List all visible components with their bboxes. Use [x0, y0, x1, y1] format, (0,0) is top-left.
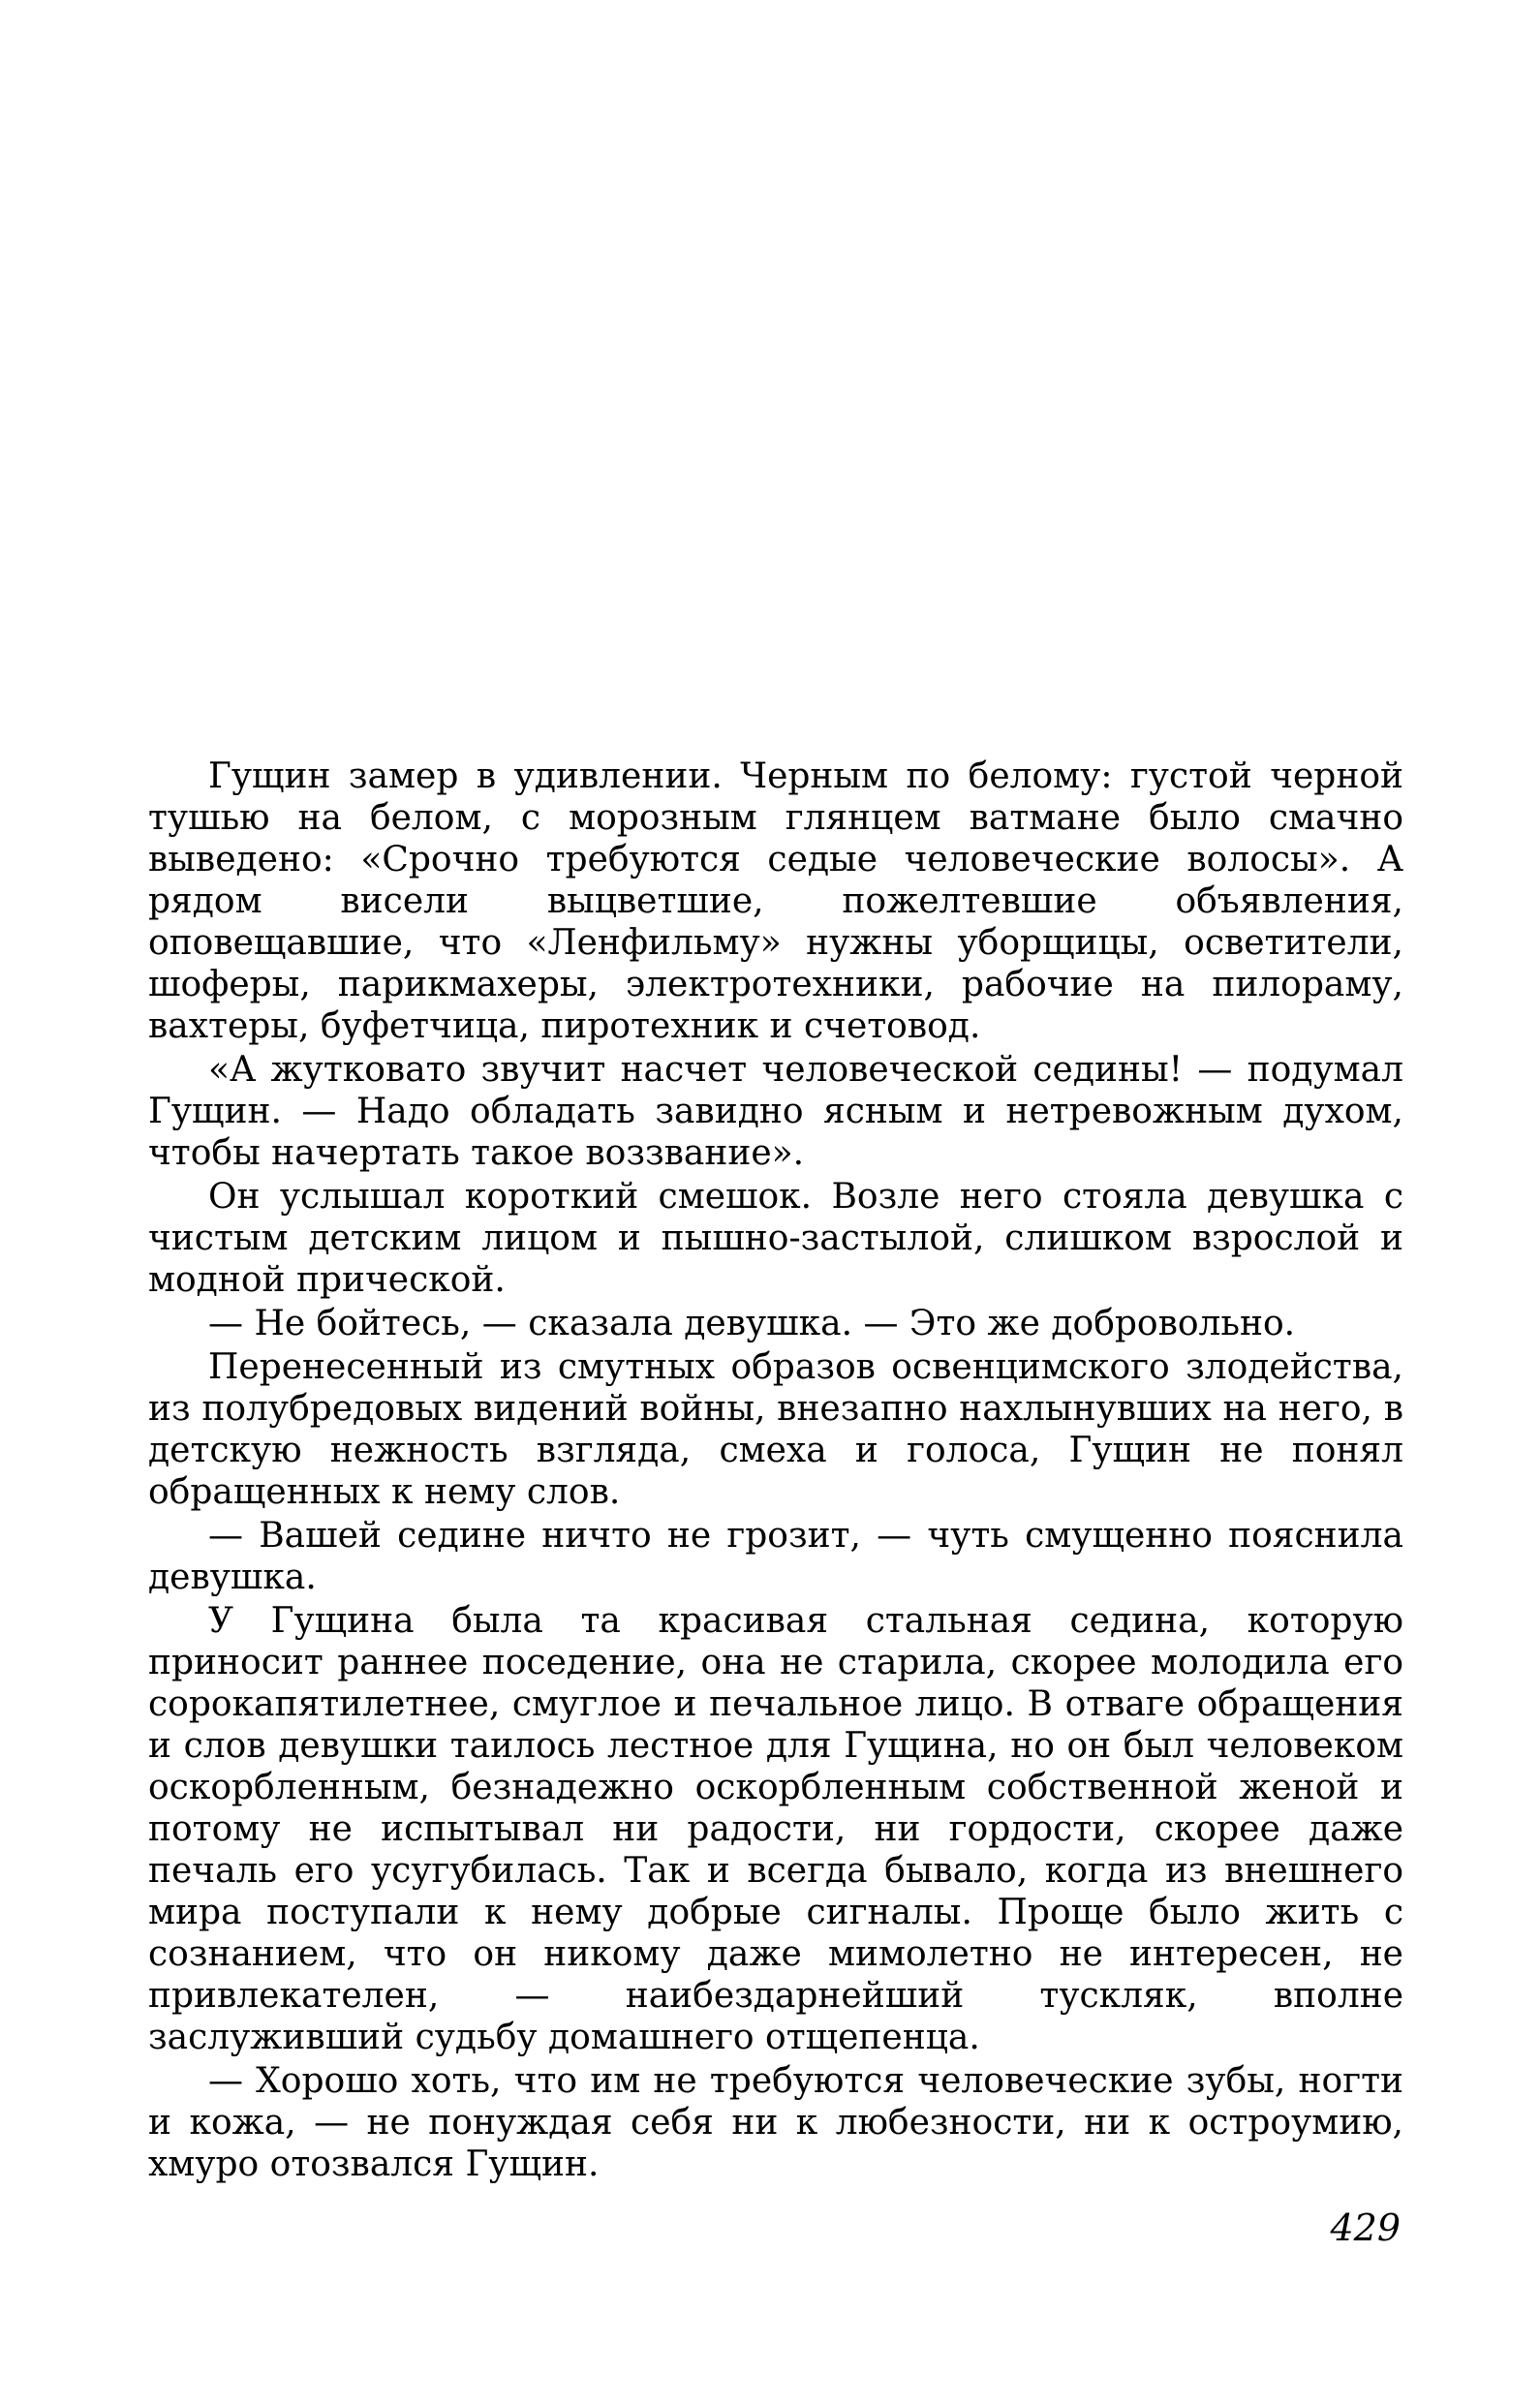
paragraph: — Хорошо хоть, что им не требуются человеческие зубы, ногти и кожа, — не понуждая себя ни к любезности, ни к остроумию, хмуро отозвался Гущин. — [148, 2061, 1403, 2184]
paragraph: Гущин замер в удивлении. Черным по белому: густой черной тушью на белом, с морозным глянцем ватмане было смачно выведено: «Срочно требуются седые человеческие волосы». А рядом висели выцветшие, пожелтевшие объявления, оповещавшие, что «Ленфильму» нужны уборщицы, осветители, шоферы, парикмахеры, электротехники, рабочие на пилораму, вахтеры, буфетчица, пиротехник и счетовод. — [148, 756, 1403, 1046]
body-text — [148, 756, 1403, 2185]
paragraph: — Не бойтесь, — сказала девушка. — Это же добровольно. — [208, 1304, 1296, 1343]
paragraph: Перенесенный из смутных образов освенцимского злодейства, из полубредовых видений войны, внезапно нахлынувших на него, в детскую нежность взгляда, смеха и голоса, Гущин не понял обращенных к нему слов. — [148, 1347, 1403, 1512]
paragraph: У Гущина была та красивая стальная седина, которую приносит раннее поседение, она не старила, скорее молодила его сорокапятилетнее, смуглое и печальное лицо. В отваге обращения и слов девушки таилось лестное для Гущина, но он был человеком оскорбленным, безнадежно оскорбленным собственной женой и потому не испытывал ни радости, ни гордости, скорее даже печаль его усугубилась. Так и всегда бывало, когда из внешнего мира поступали к нему добрые сигналы. Проще было жить с сознанием, что он никому даже мимолетно не интересен, не привлекателен, — наибездарнейший тускляк, вполне заслуживший судьбу домашнего отщепенца. — [148, 1601, 1403, 2057]
page-number: 429 — [1330, 2206, 1401, 2249]
paragraph: «А жутковато звучит насчет человеческой седины! — подумал Гущин. — Надо обладать завидно ясным и нетревожным духом, чтобы начертать такое воззвание». — [148, 1050, 1403, 1173]
paragraph: Он услышал короткий смешок. Возле него стояла девушка с чистым детским лицом и пышно-застылой, слишком взрослой и модной прической. — [148, 1177, 1403, 1300]
paragraph: — Вашей седине ничто не грозит, — чуть смущенно пояснила девушка. — [148, 1516, 1403, 1597]
